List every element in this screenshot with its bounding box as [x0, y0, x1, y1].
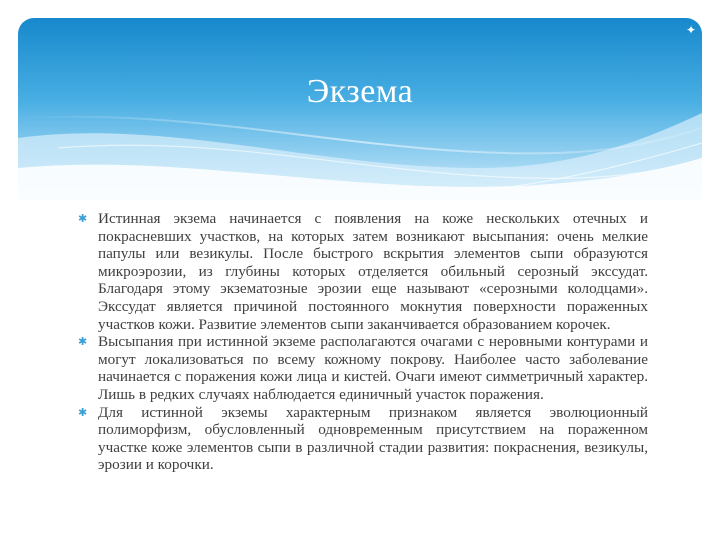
list-item-text: Для истинной экземы характерным признаком является эволюционный полиморфизм, обусловленный одновременным присутствием на пораженном участке коже элементов сыпи в различной стадии развития: покраснения, везикулы, эрозии и корочки.: [98, 403, 648, 474]
list-item-text: Истинная экзема начинается с появления на коже нескольких отечных и покрасневших участков, на которых затем возникают высыпания: очень мелкие папулы или везикулы. После быстрого вскрытия элементов сыпи образуются микроэрозии, из глубины которых отделяется обильный серозный экссудат. Благодаря этому экзематозные эрозии еще называют «серозными колодцами». Экссудат является причиной постоянного мокнутия поверхности пораженных участков кожи. Развитие элементов сыпи заканчивается образованием корочек.: [98, 210, 648, 333]
list-item-text: Высыпания при истинной экземе располагаются очагами с неровными контурами и могут локализоваться по всему кожному покрову. Наиболее часто заболевание начинается с поражения кожи лица и кистей. Очаги имеют симметричный характер. Лишь в редких случаях наблюдается единичный участок поражения.: [98, 333, 648, 403]
page-title: Экзема: [306, 73, 414, 110]
title-banner: [18, 18, 702, 200]
list-item: [78, 333, 648, 403]
asterisk-bullet-icon: ✱: [78, 335, 88, 349]
asterisk-bullet-icon: ✱: [78, 405, 88, 419]
bullet-list: [78, 210, 648, 474]
list-item: [78, 210, 648, 333]
list-item: [78, 404, 648, 474]
sparkle-icon: ✦: [686, 23, 697, 37]
asterisk-bullet-icon: ✱: [78, 212, 88, 225]
